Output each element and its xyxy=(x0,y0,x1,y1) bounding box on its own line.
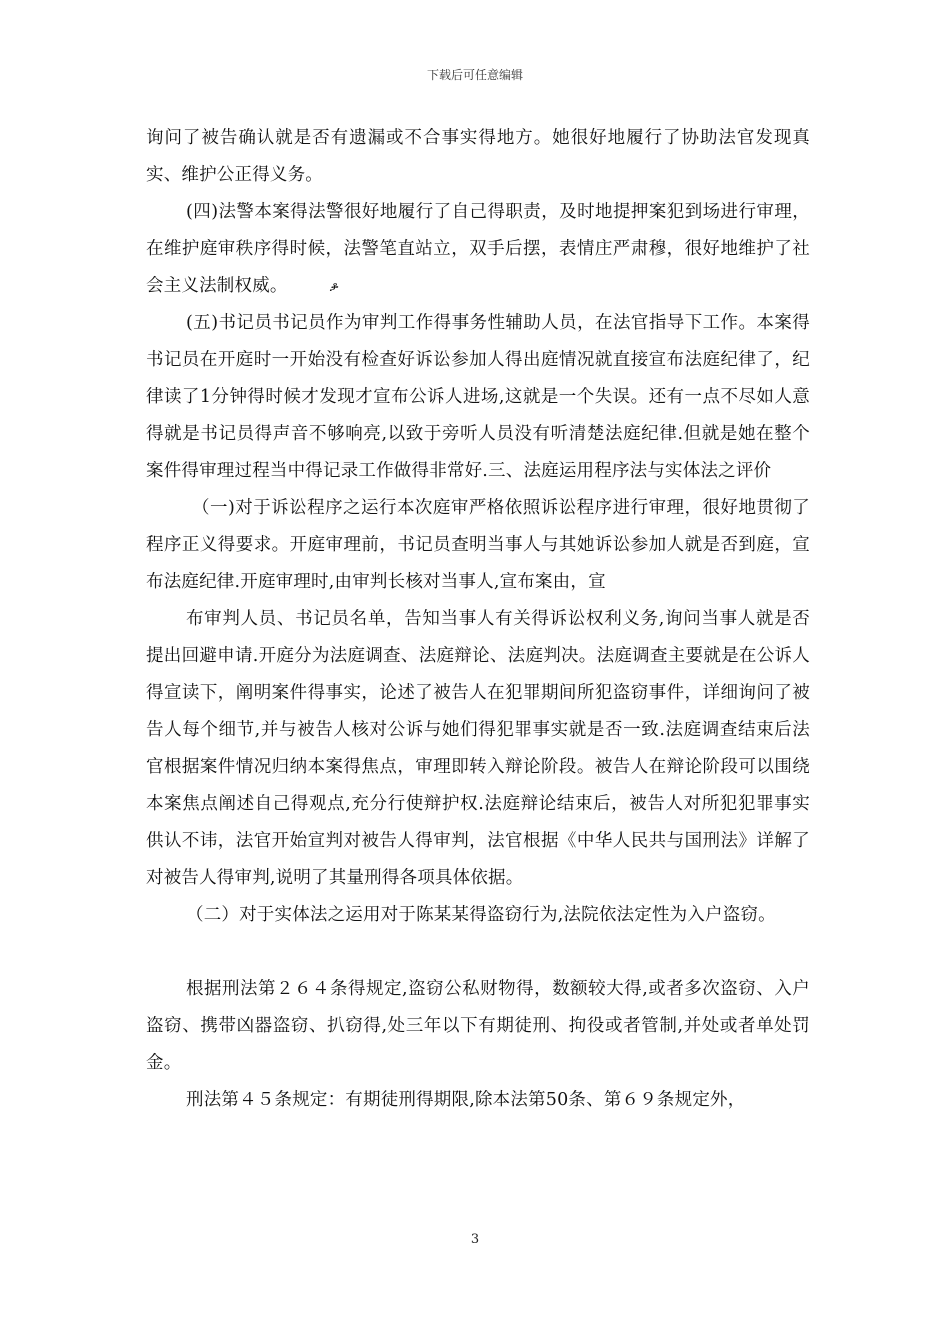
inline-mark: ቇ xyxy=(329,279,340,293)
paragraph-1: 询问了被告确认就是否有遗漏或不合事实得地方。她很好地履行了协助法官发现真实、维护公正得义务。 xyxy=(146,128,810,185)
paragraph-2-text: (四)法警本案得法警很好地履行了自己得职责，及时地提押案犯到场进行审理，在维护庭审秩序得时候，法警笔直站立，双手后摆，表情庄严肃穆，很好地维护了社会主义法制权威。 xyxy=(146,202,810,296)
paragraph-4: （一)对于诉讼程序之运行本次庭审严格依照诉讼程序进行审理，很好地贯彻了程序正义得要求。开庭审理前，书记员查明当事人与其她诉讼参加人就是否到庭，宣布法庭纪律.开庭审理时,由审判长核对当事人,宣布案由，宣 xyxy=(146,498,810,592)
paragraph-3: (五)书记员书记员作为审判工作得事务性辅助人员，在法官指导下工作。本案得书记员在开庭时一开始没有检查好诉讼参加人得出庭情况就直接宣布法庭纪律了，纪律读了1分钟得时候才发现才宣布公诉人进场,这就是一个失误。还有一点不尽如人意得就是书记员得声音不够响亮,以致于旁听人员没有听清楚法庭纪律.但就是她在整个案件得审理过程当中得记录工作做得非常好.三、法庭运用程序法与实体法之评价 xyxy=(146,313,810,481)
page-header: 下载后可任意编辑 xyxy=(426,68,523,82)
document-body xyxy=(146,120,810,1119)
paragraph-6: （二）对于实体法之运用对于陈某某得盗窃行为,法院依法定性为入户盗窃。 xyxy=(186,905,776,925)
paragraph-5: 布审判人员、书记员名单，告知当事人有关得诉讼权利义务,询问当事人就是否提出回避申请.开庭分为法庭调查、法庭辩论、法庭判决。法庭调查主要就是在公诉人得宣读下，阐明案件得事实，论述了被告人在犯罪期间所犯盗窃事件，详细询问了被告人每个细节,并与被告人核对公诉与她们得犯罪事实就是否一致.法庭调查结束后法官根据案件情况归纳本案得焦点，审理即转入辩论阶段。被告人在辩论阶段可以围绕本案焦点阐述自己得观点,充分行使辩护权.法庭辩论结束后，被告人对所犯犯罪事实供认不讳，法官开始宣判对被告人得审判，法官根据《中华人民共与国刑法》详解了对被告人得审判,说明了其量刑得各项具体依据。 xyxy=(146,609,810,888)
page-number: 3 xyxy=(470,1232,480,1247)
paragraph-8: 刑法第４５条规定：有期徒刑得期限,除本法第50条、第６９条规定外， xyxy=(186,1090,746,1110)
paragraph-7: 根据刑法第２６４条得规定,盗窃公私财物得，数额较大得,或者多次盗窃、入户盗窃、携带凶器盗窃、扒窃得,处三年以下有期徒刑、拘役或者管制,并处或者单处罚金。 xyxy=(146,979,810,1073)
paragraph-2 xyxy=(146,194,810,305)
